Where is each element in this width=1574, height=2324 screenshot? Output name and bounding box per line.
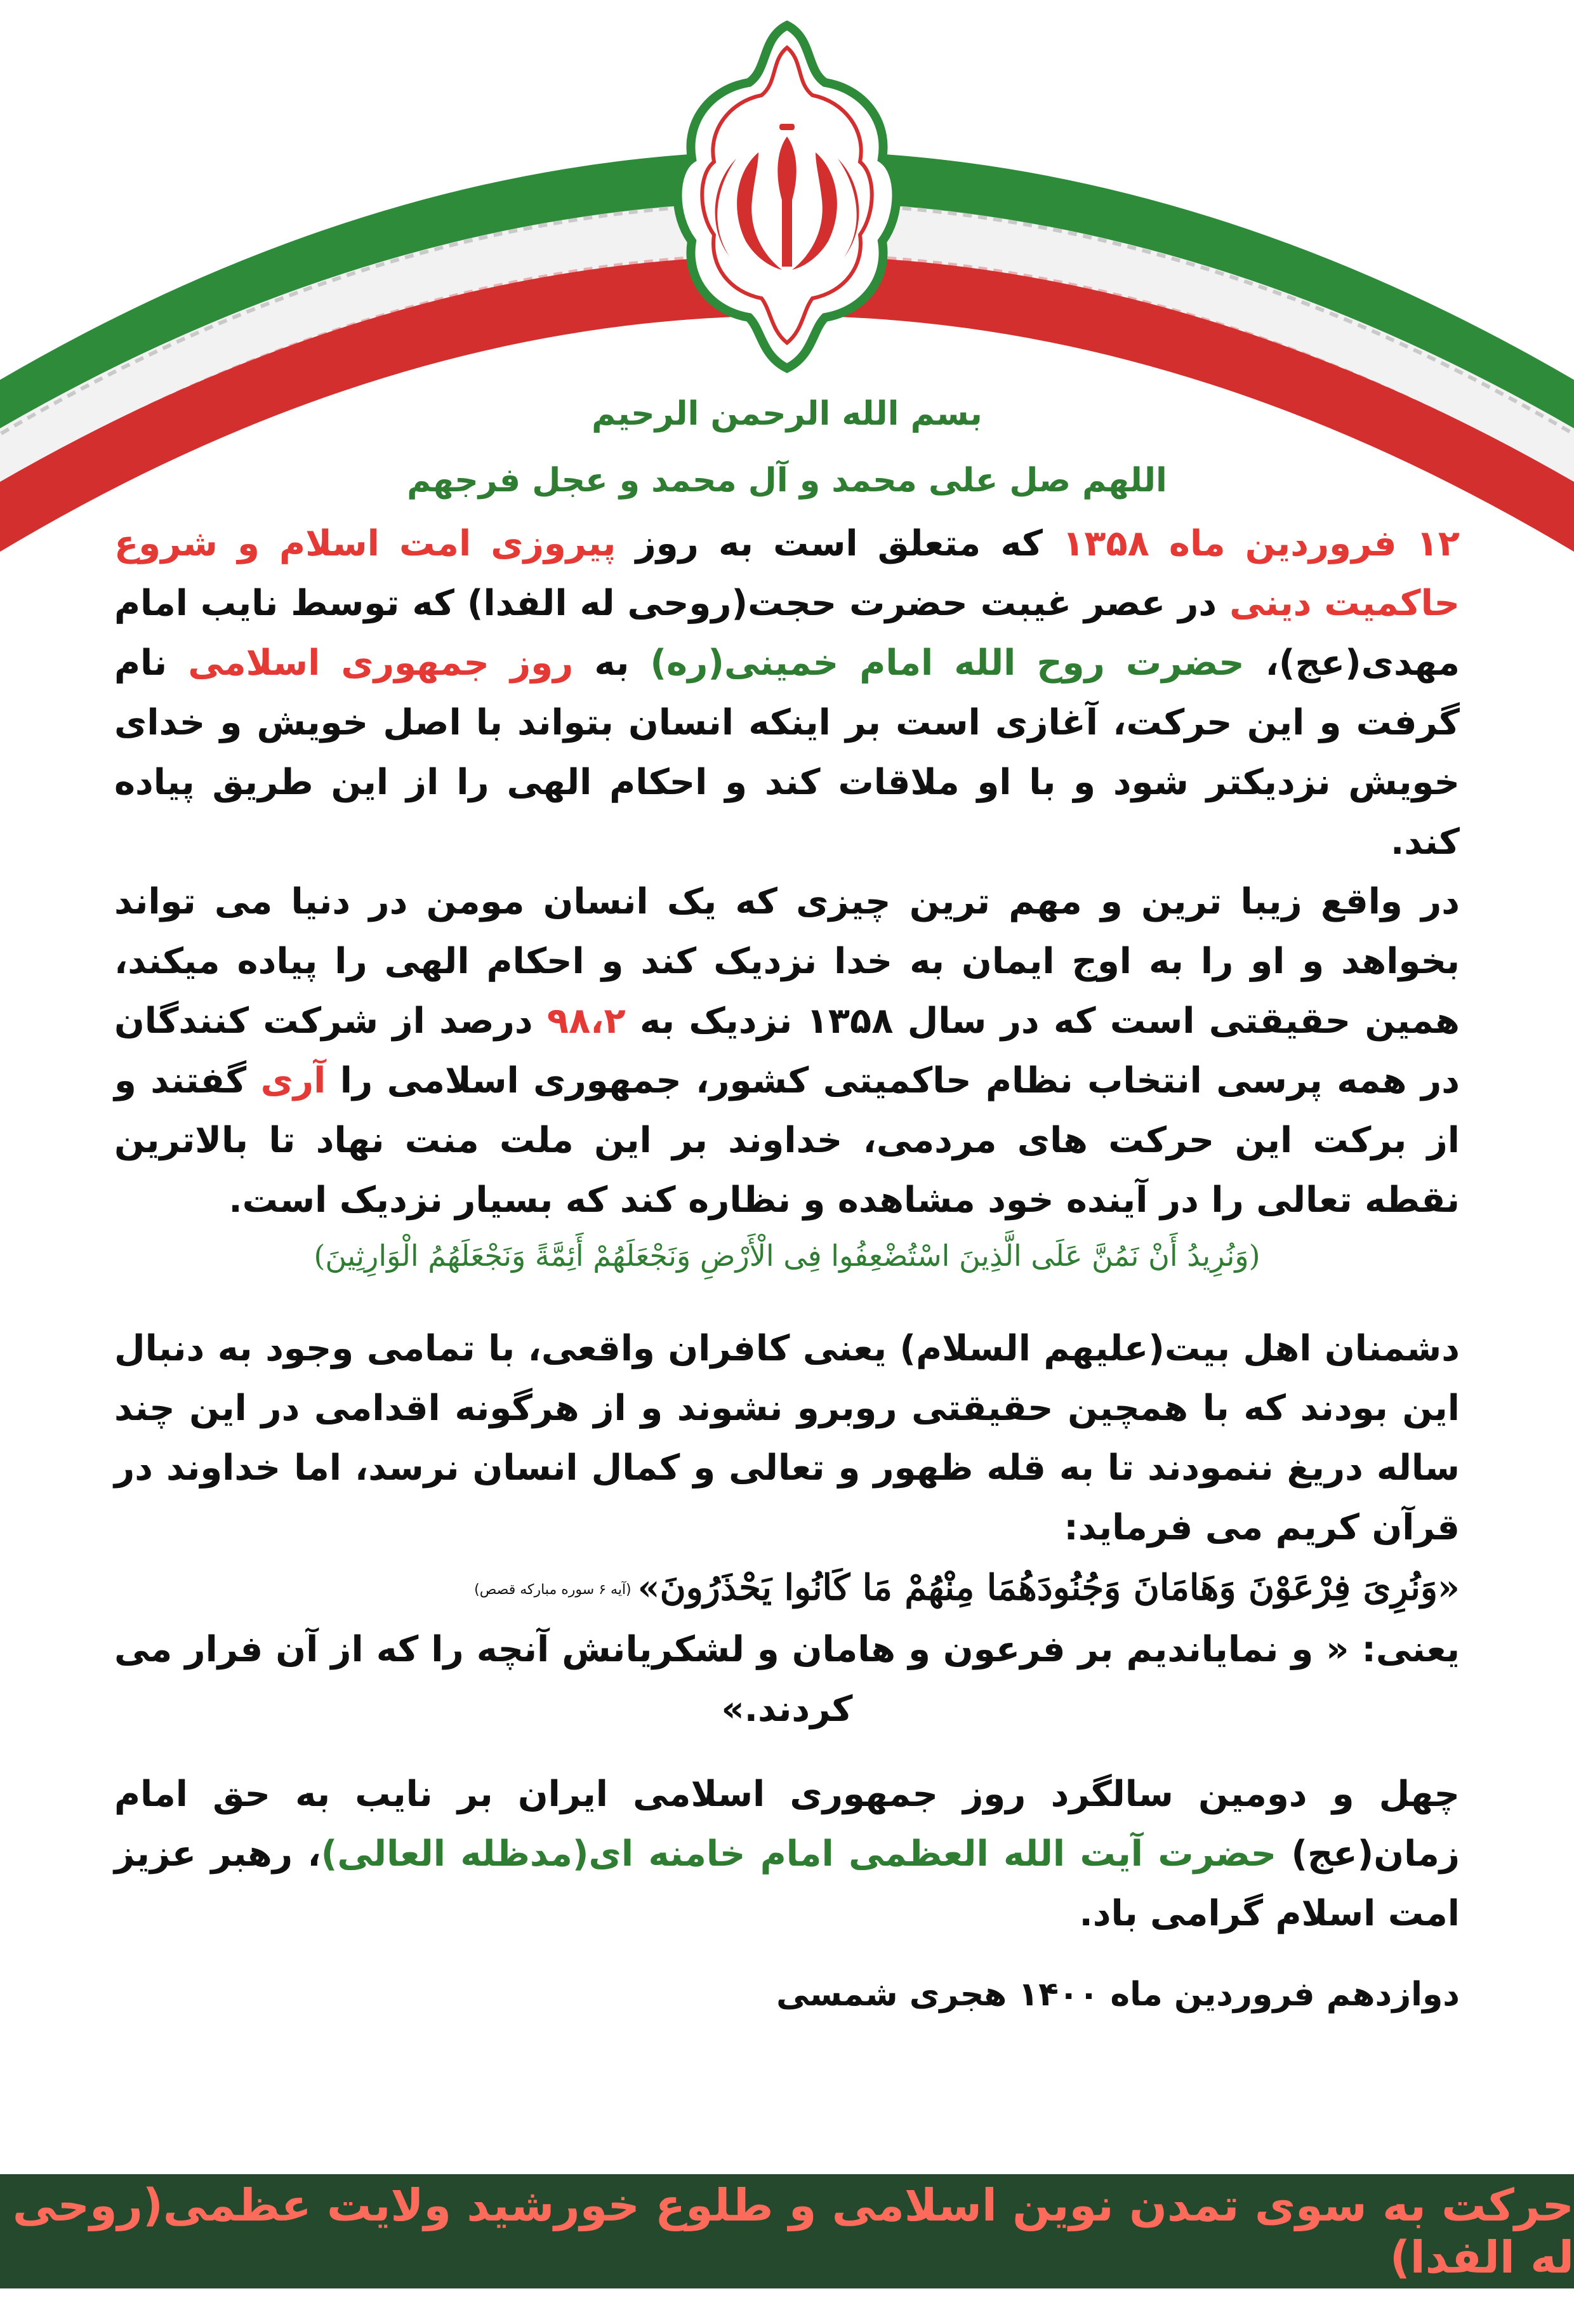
paragraph-3 xyxy=(114,1319,1460,1558)
yes-highlight: آری xyxy=(260,1060,326,1101)
date-signature: دوازدهم فروردین ماه ۱۴۰۰ هجری شمسی xyxy=(776,1975,1460,2014)
quran-verse-1: (وَنُرِیدُ أَنْ نَمُنَّ عَلَی الَّذِینَ اسْتُضْعِفُوا فِی الْأَرْضِ وَنَجْعَلَهُمْ أَئِمَّةً وَنَجْعَلَهُمُ الْوَارِثِینَ) xyxy=(314,1238,1260,1273)
paragraph-4-text-a: چهل و دومین سالگرد روز جمهوری اسلامی ایران بر نایب به حق امام زمان(عج) xyxy=(114,1773,1460,1875)
verse-translation xyxy=(114,1620,1460,1739)
date-highlight: ۱۲ فروردین ماه ۱۳۵۸ xyxy=(1062,523,1460,564)
paragraph-2-text-c: گفتند و از برکت این حرکت های مردمی، خداوند بر این ملت منت نهاد تا بالاترین نقطه تعالی را در آینده خود مشاهده و نظاره کند که بسیار نزدیک است. xyxy=(114,1060,1460,1221)
khamenei-highlight: حضرت آیت الله العظمی امام خامنه ای(مدظله العالی) xyxy=(321,1833,1277,1875)
victory-highlight: پیروزی امت اسلام و شروع حاکمیت دینی xyxy=(114,523,1460,624)
paragraph-4 xyxy=(114,1765,1460,1944)
paragraph-1-text-c: به xyxy=(573,642,651,684)
paragraph-3-text-b: یعنی: « و نمایاندیم بر فرعون و هامان و لشکریانش آنچه را که از آن فرار می کردند.» xyxy=(114,1628,1460,1730)
paragraph-3-text-a: دشمنان اهل بیت(علیهم السلام) یعنی کافران واقعی، با تمامی وجود به دنبال این بودند که با همچین حقیقتی روبرو نشوند و از هرگونه اقدامی در این چند ساله دریغ ننمودند تا به قله ظهور و تعالی و کمال انسان نرسد، اما خداوند در قرآن کریم می فرماید: xyxy=(114,1328,1460,1548)
salawat-heading: اللهم صل علی محمد و آل محمد و عجل فرجهم xyxy=(407,461,1167,500)
footer-slogan: حرکت به سوی تمدن نوین اسلامی و طلوع خورشید ولایت عظمی(روحی له الفدا) xyxy=(12,2179,1574,2283)
verse-reference: (آیه ۶ سوره مبارکه قصص) xyxy=(474,1581,632,1598)
quran-verse-2-line xyxy=(114,1558,1460,1620)
paragraph-1 xyxy=(114,514,1460,872)
paragraph-1-text-a: که متعلق است به روز xyxy=(616,523,1063,564)
percent-highlight: ۹۸،۲ xyxy=(546,1000,626,1042)
paragraph-2-text-a: در واقع زیبا ترین و مهم ترین چیزی که یک انسان مومن در دنیا می تواند بخواهد و او را به اوج ایمان به خدا نزدیک کند و احکام الهی را پیاده میکند، همین حقیقتی است که در سال ۱۳۵۸ نزدیک به xyxy=(114,881,1460,1042)
paragraph-1-text-b: در عصر غیبت حضرت حجت(روحی له الفدا) که توسط نایب امام مهدی(عج)، xyxy=(114,583,1460,684)
paragraph-1-text-d: نام گرفت و این حرکت، آغازی است بر اینکه انسان بتواند با اصل خویش و خدای خویش نزدیکتر شود و با او ملاقات کند و احکام الهی را از این طریق پیاده کند. xyxy=(114,642,1460,863)
document-body xyxy=(114,381,1460,2026)
paragraph-4-text-b: ، رهبر عزیز امت اسلام گرامی باد. xyxy=(114,1833,1460,1934)
paragraph-2 xyxy=(114,872,1460,1230)
paragraph-2-text-b: درصد از شرکت کنندگان در همه پرسی انتخاب نظام حاکمیتی کشور، جمهوری اسلامی را xyxy=(114,1000,1460,1101)
footer-banner xyxy=(0,2174,1574,2288)
bismillah-heading: بسم الله الرحمن الرحیم xyxy=(592,395,982,433)
khomeini-highlight: حضرت روح الله امام خمینی(ره) xyxy=(650,642,1245,684)
quran-verse-2: «وَنُرِیَ فِرْعَوْنَ وَهَامَانَ وَجُنُودَهُمَا مِنْهُمْ مَا کَانُوا یَحْذَرُونَ» xyxy=(637,1567,1460,1609)
republic-day-highlight: روز جمهوری اسلامی xyxy=(188,642,574,684)
